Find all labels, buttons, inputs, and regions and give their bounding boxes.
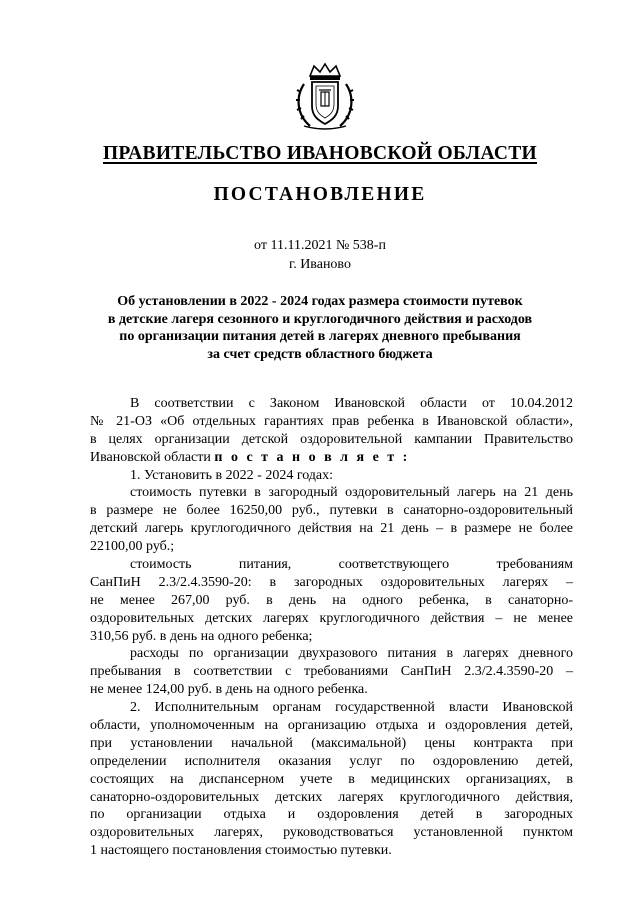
body-line: стоимость питания, соответствующего требованиям [130, 557, 573, 573]
body-line: стоимость путевки в загородный оздоровительный лагерь на 21 день [130, 485, 573, 501]
body-line: по организации отдыха и оздоровления детей в загородных [90, 807, 573, 823]
body-line: 310,56 руб. в день на одного ребенка; [90, 628, 313, 644]
body-line: В соответствии с Законом Ивановской области от 10.04.2012 [130, 396, 573, 411]
document-subject [70, 293, 570, 364]
body-line: определении исполнителя оказания услуг по оздоровлению детей, [90, 753, 573, 769]
document-date-number: от 11.11.2021 № 538-п [254, 238, 386, 253]
decree-word: п о с т а н о в л я е т : [214, 449, 410, 465]
document-body [90, 395, 573, 860]
body-line: состоящих на диспансерном учете в медицинских организациях, в [90, 771, 573, 787]
subject-line: по организации питания детей в лагерях дневного пребывания [119, 329, 521, 345]
body-line: области, уполномоченным на организацию отдыха и оздоровления детей, [90, 718, 573, 734]
subject-line: Об установлении в 2022 - 2024 годах размера стоимости путевок [117, 294, 523, 309]
body-line: не менее 124,00 руб. в день на одного ребенка. [90, 682, 368, 698]
body-line: оздоровительных лагерях, руководствоваться установленной пунктом [90, 825, 573, 841]
body-line: санаторно-оздоровительных детских лагерях круглогодичного действия, [90, 789, 573, 805]
body-line: при установлении начальной (максимальной) цены контракта при [90, 735, 573, 751]
body-line: не менее 267,00 руб. в день на одного ребенка, в санаторно- [90, 592, 573, 608]
document-type: ПОСТАНОВЛЕНИЕ [213, 184, 427, 205]
government-title: ПРАВИТЕЛЬСТВО ИВАНОВСКОЙ ОБЛАСТИ [102, 143, 538, 164]
body-line: детский лагерь круглогодичного действия на 21 день – в размере не более [90, 521, 573, 537]
body-line: в размере не более 16250,00 руб., путевки в санаторно-оздоровительный [90, 503, 573, 519]
body-line: СанПиН 2.3/2.4.3590-20: в загородных оздоровительных лагерях – [90, 574, 573, 590]
subject-line: за счет средств областного бюджета [207, 347, 433, 363]
ivanovo-coat-of-arms-icon [294, 62, 356, 132]
subject-line: в детские лагеря сезонного и круглогодичного действия и расходов [107, 311, 533, 327]
body-line: Ивановской области [90, 449, 211, 465]
body-line: пребывания в соответствии с требованиями СанПиН 2.3/2.4.3590-20 – [90, 664, 573, 680]
body-line: 1 настоящего постановления стоимостью путевки. [90, 843, 392, 859]
body-line: 22100,00 руб.; [90, 539, 175, 555]
body-line: расходы по организации двухразового питания в лагерях дневного [130, 646, 573, 662]
body-line: № 21-ОЗ «Об отдельных гарантиях прав ребенка в Ивановской области», [90, 413, 573, 429]
body-line: 1. Установить в 2022 - 2024 годах: [130, 467, 334, 483]
body-line-decree [90, 449, 573, 467]
body-line: оздоровительных детских лагерях круглогодичного действия – не менее [90, 610, 573, 626]
document-city: г. Иваново [289, 257, 351, 272]
body-line: в целях организации детской оздоровительной кампании Правительство [90, 431, 573, 447]
body-line: 2. Исполнительным органам государственной власти Ивановской [130, 700, 573, 716]
